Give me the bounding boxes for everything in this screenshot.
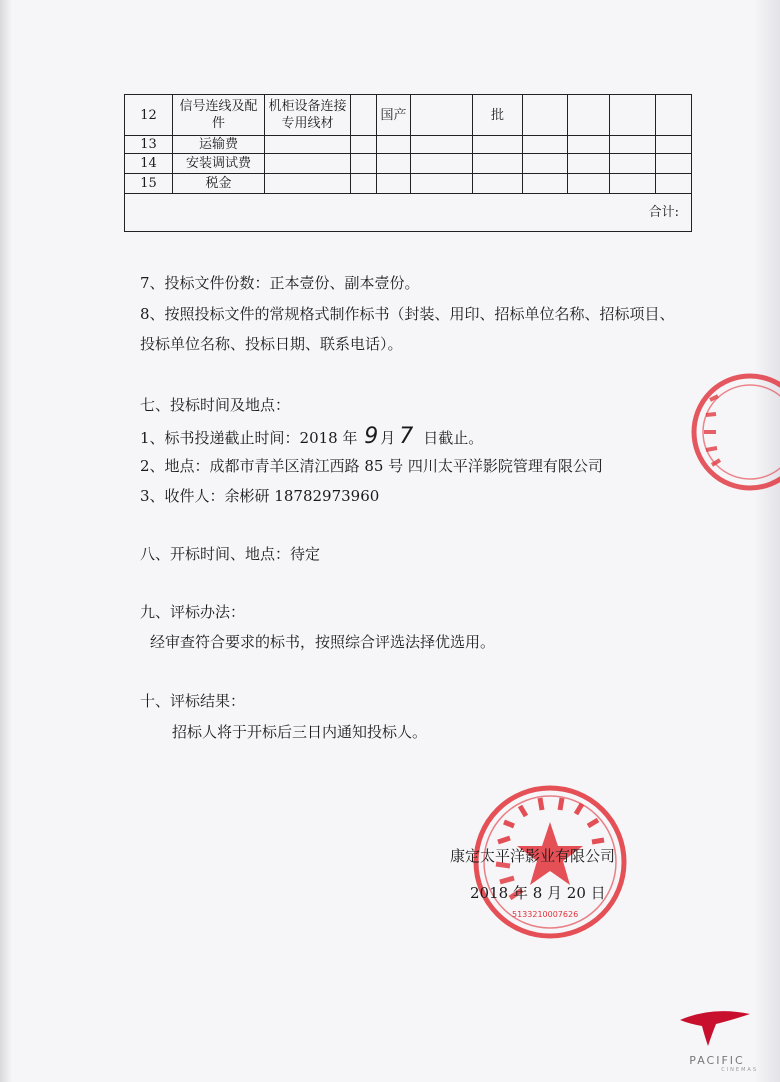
logo-mark-icon	[672, 1004, 762, 1048]
row-number: 12	[125, 95, 173, 136]
pacific-cinemas-logo	[672, 1004, 762, 1074]
row-number: 14	[125, 154, 173, 174]
table-row	[125, 154, 692, 174]
total-label: 合计:	[125, 194, 692, 232]
partial-seal-icon	[650, 370, 780, 500]
signature-company: 康定太平洋影业有限公司	[450, 847, 616, 865]
scan-edge-left	[0, 0, 12, 1082]
handwritten-day: 7	[399, 424, 414, 449]
row-number: 13	[125, 136, 173, 154]
item-name: 运输费	[173, 136, 265, 154]
table-row	[125, 174, 692, 194]
section-9-body: 经审查符合要求的标书，按照综合评选法择优选用。	[150, 633, 496, 651]
month-unit: 月	[380, 429, 396, 447]
item-origin: 国产	[377, 95, 411, 136]
logo-name: PACIFIC	[689, 1054, 745, 1067]
section-10-title: 十、评标结果：	[140, 692, 246, 710]
section-9-title: 九、评标办法：	[140, 603, 246, 621]
section-7-title: 七、投标时间及地点：	[140, 396, 291, 414]
item-7: 7、投标文件份数：正本壹份、副本壹份。	[140, 274, 420, 292]
item-8-line-2: 投标单位名称、投标日期、联系电话）。	[140, 335, 403, 353]
item-name: 安装调试费	[173, 154, 265, 174]
item-name: 信号连线及配件	[173, 95, 265, 136]
item-note: 批	[473, 95, 523, 136]
section-10-body: 招标人将于开标后三日内通知投标人。	[172, 723, 428, 741]
item-spec: 机柜设备连接专用线材	[265, 95, 351, 136]
item-name: 税金	[173, 174, 265, 194]
location-line: 2、地点：成都市青羊区清江西路 85 号 四川太平洋影院管理有限公司	[140, 457, 603, 475]
item-8-line-1: 8、按照投标文件的常规格式制作标书（封装、用印、招标单位名称、招标项目、	[140, 305, 675, 323]
deadline-suffix: 日截止。	[423, 429, 484, 447]
table-row	[125, 136, 692, 154]
table-total-row	[125, 194, 692, 232]
items-table	[124, 94, 692, 232]
section-8: 八、开标时间、地点：待定	[140, 545, 321, 563]
seal-number: 5133210007626	[512, 910, 579, 919]
handwritten-month: 9	[364, 424, 379, 449]
table-row	[125, 95, 692, 136]
row-number: 15	[125, 174, 173, 194]
deadline-prefix: 1、标书投递截止时间：2018 年	[140, 429, 358, 447]
logo-sub: CINEMAS	[721, 1067, 758, 1073]
scan-edge-right	[754, 0, 780, 1082]
signature-date: 2018 年 8 月 20 日	[470, 884, 606, 902]
deadline-line	[140, 424, 483, 449]
recipient-line: 3、收件人：余彬研 18782973960	[140, 487, 380, 505]
